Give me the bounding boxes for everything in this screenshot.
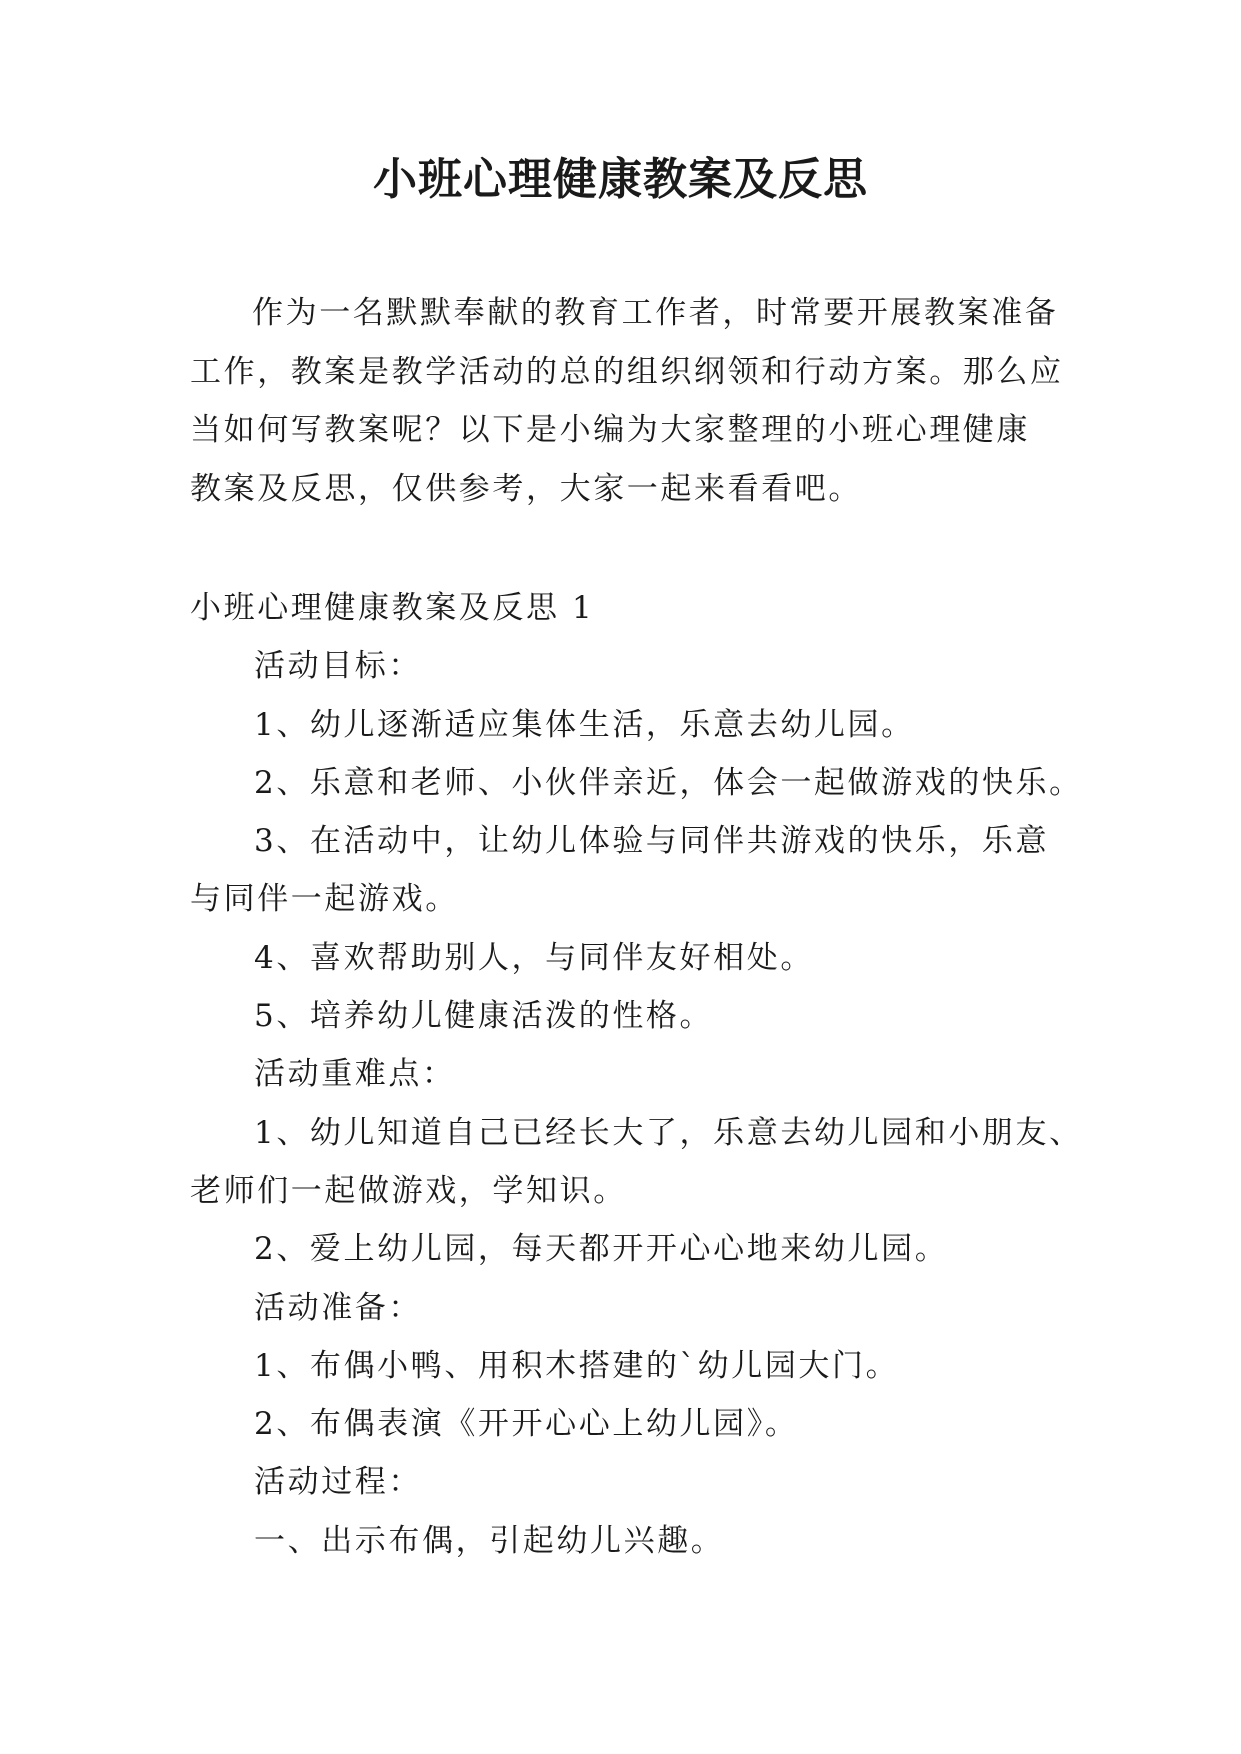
list-item: 2、布偶表演《开开心心上幼儿园》。: [254, 1406, 799, 1443]
list-item-continuation: 老师们一起做游戏，学知识。: [190, 1172, 627, 1209]
list-item: 4、喜欢帮助别人，与同伴友好相处。: [254, 939, 814, 976]
list-item: 3、在活动中，让幼儿体验与同伴共游戏的快乐，乐意: [254, 823, 1050, 860]
list-item: 一、出示布偶，引起幼儿兴趣。: [254, 1522, 725, 1559]
subheading-process: 活动过程：: [254, 1464, 422, 1501]
list-item: 5、培养幼儿健康活泼的性格。: [254, 998, 714, 1035]
subheading-activity-goals: 活动目标：: [254, 648, 422, 685]
list-item-continuation: 与同伴一起游戏。: [190, 881, 459, 918]
list-item: 1、幼儿逐渐适应集体生活，乐意去幼儿园。: [254, 706, 915, 743]
intro-line: 当如何写教案呢？以下是小编为大家整理的小班心理健康: [190, 412, 1030, 448]
list-item: 1、幼儿知道自己已经长大了，乐意去幼儿园和小朋友、: [254, 1114, 1083, 1151]
document-title: 小班心理健康教案及反思: [373, 154, 868, 205]
intro-line: 教案及反思，仅供参考，大家一起来看看吧。: [190, 470, 862, 507]
section-body: [190, 579, 1083, 1570]
list-item: 2、爱上幼儿园，每天都开开心心地来幼儿园。: [254, 1231, 949, 1268]
section-heading: 小班心理健康教案及反思 1: [190, 590, 595, 626]
intro-paragraph: [190, 284, 1064, 518]
intro-line: 工作，教案是教学活动的总的组织纲领和行动方案。那么应: [190, 353, 1064, 390]
intro-line: 作为一名默默奉献的教育工作者，时常要开展教案准备: [252, 295, 1059, 331]
list-item: 1、布偶小鸭、用积木搭建的`幼儿园大门。: [254, 1347, 900, 1384]
subheading-preparation: 活动准备：: [254, 1289, 422, 1326]
list-item: 2、乐意和老师、小伙伴亲近，体会一起做游戏的快乐。: [254, 764, 1083, 801]
subheading-key-points: 活动重难点：: [254, 1056, 456, 1093]
